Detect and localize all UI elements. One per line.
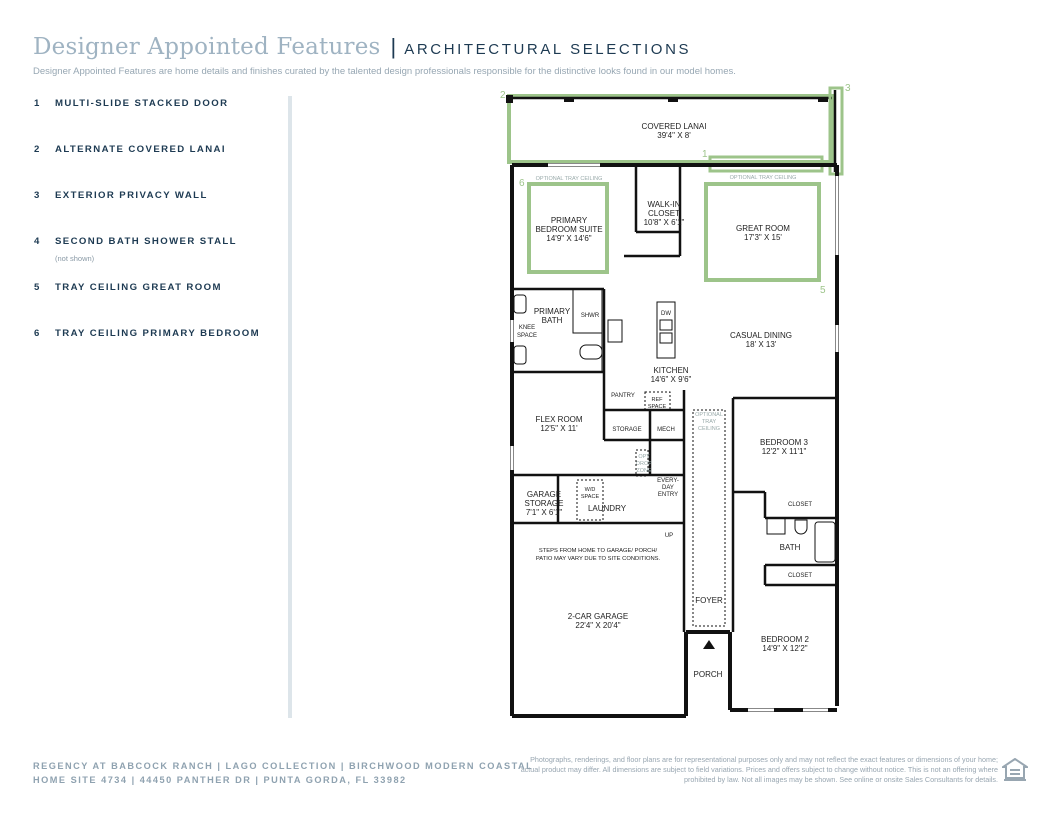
primary-label-1: PRIMARY — [550, 216, 588, 225]
opt-tray-label-3: CEILING — [697, 426, 721, 432]
lanai-label: COVERED LANAI — [641, 122, 707, 131]
lanai-post — [818, 97, 828, 102]
walkin-label-2: CLOSET — [647, 209, 681, 218]
feature-number: 4 — [34, 236, 41, 247]
footer-line-homesite: HOME SITE 4734 | 44450 PANTHER DR | PUNTA GORDA, FL 33982 — [33, 775, 407, 785]
primary-bath-label-2: BATH — [541, 316, 563, 325]
everyday-entry-label-2: DAY — [662, 485, 674, 491]
feature-number: 1 — [34, 98, 41, 109]
feature-number: 3 — [34, 190, 41, 201]
marker-2: 2 — [500, 90, 506, 101]
feature-number: 6 — [34, 328, 41, 339]
flex-room-label: FLEX ROOM — [535, 415, 583, 424]
marker-5: 5 — [820, 285, 826, 296]
feature-label: MULTI-SLIDE STACKED DOOR — [55, 98, 229, 109]
opt-drop-label-2: DROP — [636, 461, 652, 467]
page-header — [33, 34, 691, 60]
feature-label: EXTERIOR PRIVACY WALL — [55, 190, 208, 201]
lanai-post — [668, 97, 678, 102]
dining-dim: 18' X 13' — [745, 340, 777, 349]
great-room-dim: 17'3" X 15' — [744, 233, 782, 242]
feature-label: TRAY CEILING PRIMARY BEDROOM — [55, 328, 260, 339]
bedroom2-label: BEDROOM 2 — [760, 635, 810, 644]
page-title: Designer Appointed Features — [33, 34, 381, 60]
primary-label-2: BEDROOM SUITE — [535, 225, 603, 234]
floor-plan — [495, 80, 855, 725]
garage-storage-label-1: GARAGE — [526, 490, 562, 499]
lanai-dim: 39'4" X 8' — [657, 131, 691, 140]
storage-label: STORAGE — [612, 427, 642, 433]
opt-drop-label-1: OPT — [638, 454, 650, 460]
wd-space-label-1: W/D — [584, 487, 596, 493]
bedroom3-label: BEDROOM 3 — [759, 438, 809, 447]
feature-note: (not shown) — [55, 254, 95, 263]
foyer-label: FOYER — [695, 596, 723, 605]
walkin-label-1: WALK-IN — [647, 200, 681, 209]
kitchen-dim: 14'6" X 9'6" — [650, 375, 692, 384]
garage-label: 2-CAR GARAGE — [567, 612, 629, 621]
feature-item — [34, 190, 208, 201]
knee-space-label-1: KNEE — [518, 325, 536, 331]
dishwasher-label: DW — [661, 311, 671, 317]
primary-dim: 14'9" X 14'6" — [546, 234, 592, 243]
opt-tray-label-1: OPTIONAL — [695, 412, 723, 418]
great-room-label: GREAT ROOM — [736, 224, 790, 233]
feature-label: SECOND BATH SHOWER STALL — [55, 236, 237, 247]
laundry-label: LAUNDRY — [587, 504, 627, 513]
feature-item — [34, 98, 228, 109]
page-subtitle: ARCHITECTURAL SELECTIONS — [404, 41, 692, 58]
flex-room-dim: 12'5" X 11' — [540, 424, 578, 433]
entry-arrow — [703, 640, 715, 649]
divider-bar — [288, 96, 292, 718]
knee-space-label-2: SPACE — [517, 333, 537, 339]
footer-disclaimer: Photographs, renderings, and floor plans are for representational purposes only and may not reflect the exact features or dimensions of your home; actual product may differ. All dimensions are subject to field variations. Prices and offers subject to change without notice. This is not an offering where prohibited by law. Not all images may be shown. See online or onsite Sales Consultants for details. — [520, 755, 998, 784]
bedroom2-dim: 14'9" X 12'2" — [762, 644, 808, 653]
kitchen-label: KITCHEN — [653, 366, 689, 375]
steps-note-2: PATIO MAY VARY DUE TO SITE CONDITIONS. — [535, 556, 661, 562]
everyday-entry-label-1: EVERY- — [657, 478, 679, 484]
lanai-post — [564, 97, 574, 102]
feature-item — [34, 236, 237, 247]
footer-address — [33, 759, 533, 787]
dining-label: CASUAL DINING — [730, 331, 792, 340]
title-separator: | — [390, 34, 397, 59]
up-label: UP — [664, 533, 674, 539]
steps-note-1: STEPS FROM HOME TO GARAGE/ PORCH/ — [538, 548, 658, 554]
feature-label: TRAY CEILING GREAT ROOM — [55, 282, 222, 293]
wd-space-label-2: SPACE — [580, 494, 600, 500]
feature-number: 2 — [34, 144, 41, 155]
walkin-dim: 10'8" X 6'1" — [643, 218, 685, 227]
opt-tray-label-2: TRAY — [701, 419, 717, 425]
closet-label-2: CLOSET — [787, 573, 813, 579]
shower-label: SHWR — [580, 313, 600, 319]
lanai-post — [506, 95, 513, 103]
bath-label: BATH — [779, 543, 801, 552]
marker-6: 6 — [519, 178, 525, 189]
feature-number: 5 — [34, 282, 41, 293]
mech-label: MECH — [657, 427, 675, 433]
tray-note-left: OPTIONAL TRAY CEILING — [535, 176, 603, 182]
primary-bath-label-1: PRIMARY — [533, 307, 571, 316]
page-description: Designer Appointed Features are home details and finishes curated by the talented design professionals responsible for the distinctive looks found in our model homes. — [33, 66, 736, 77]
pantry-label: PANTRY — [611, 393, 635, 399]
marker-1: 1 — [702, 149, 708, 160]
equal-housing-icon — [1002, 758, 1028, 782]
tray-note-right: OPTIONAL TRAY CEILING — [729, 175, 797, 181]
porch-label: PORCH — [693, 670, 723, 679]
garage-storage-dim: 7'1" X 6'1" — [525, 508, 563, 517]
everyday-entry-label-3: ENTRY — [657, 492, 679, 498]
ref-space-label-1: REF — [651, 397, 663, 403]
footer-line-community: REGENCY AT BABCOCK RANCH | LAGO COLLECTION | BIRCHWOOD MODERN COASTAL — [33, 761, 534, 771]
marker-3: 3 — [845, 83, 851, 94]
closet-label-1: CLOSET — [787, 502, 813, 508]
feature-item — [34, 282, 222, 293]
garage-storage-label-2: STORAGE — [524, 499, 564, 508]
feature-item — [34, 144, 226, 155]
ref-space-label-2: SPACE — [647, 404, 667, 410]
feature-markers — [500, 83, 851, 296]
feature-item — [34, 328, 260, 339]
opt-drop-label-3: ZONE — [636, 468, 652, 474]
bedroom3-dim: 12'2" X 11'1" — [761, 447, 807, 456]
feature-label: ALTERNATE COVERED LANAI — [55, 144, 226, 155]
garage-dim: 22'4" X 20'4" — [575, 621, 621, 630]
